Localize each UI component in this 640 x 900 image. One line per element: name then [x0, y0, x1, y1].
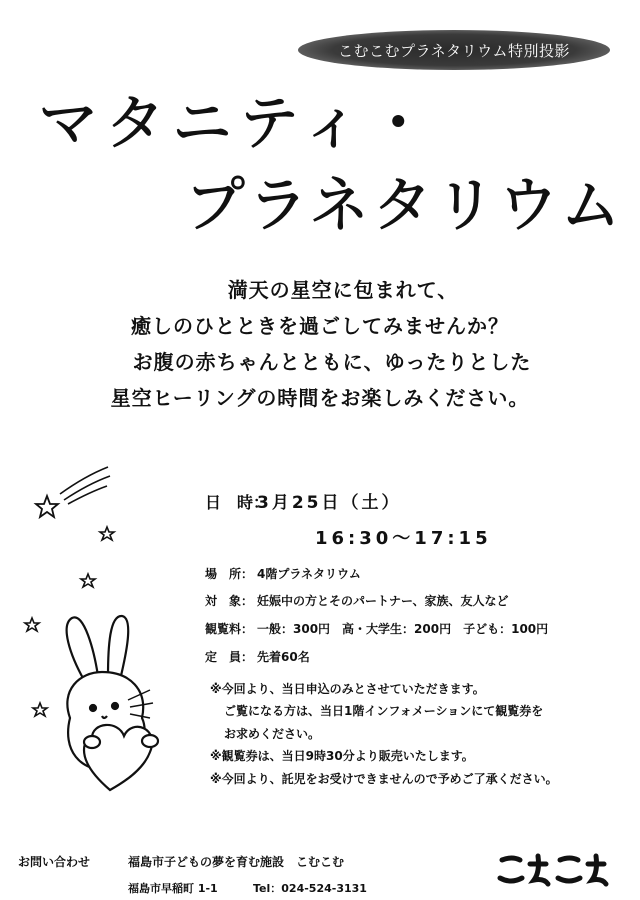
capacity-value: 先着60名 — [257, 650, 310, 664]
capacity-label: 定 員： — [205, 650, 254, 664]
note-line: お求めください。 — [224, 726, 321, 741]
star-icon — [33, 703, 47, 716]
komukomu-logo — [494, 848, 616, 890]
rabbit-icon — [67, 616, 158, 790]
notes — [210, 678, 558, 790]
address: 福島市早稲町 1-1 — [128, 882, 218, 895]
fee-row — [205, 620, 548, 637]
place-row — [205, 565, 361, 582]
capacity-row — [205, 648, 310, 665]
title-line-1: マタニティ・ — [38, 89, 436, 159]
star-icon — [25, 618, 39, 631]
shooting-star-icon — [36, 467, 110, 517]
contact-label: お問い合わせ — [18, 855, 91, 869]
place-value: 4階プラネタリウム — [257, 567, 361, 581]
note-line: ご覧になる方は、当日1階インフォメーションにて観覧券を — [224, 704, 544, 719]
note-line: ※観覧券は、当日9時30分より販売いたします。 — [210, 749, 474, 764]
note-line: ※今回より、当日申込のみとさせていただきます。 — [210, 682, 485, 696]
badge-label: こむこむプラネタリウム特別投影 — [338, 41, 570, 60]
intro-line-1: 満天の星空に包まれて、 — [227, 278, 459, 302]
star-icon — [81, 574, 95, 587]
fee-label: 観覧料： — [205, 622, 254, 636]
date-value: 3月25日（土） — [257, 493, 402, 513]
event-badge — [298, 30, 610, 70]
date-label: 日 時： — [205, 493, 270, 512]
title-line-2: プラネタリウム — [185, 171, 624, 241]
intro-line-3: お腹の赤ちゃんとともに、ゆったりとした — [132, 350, 532, 374]
fee-value: 一般：300円 高・大学生：200円 子ども：100円 — [257, 622, 549, 636]
target-value: 妊娠中の方とそのパートナー、家族、友人など — [257, 594, 509, 608]
rabbit-illustration — [0, 450, 210, 810]
note-line: ※今回より、託児をお受けできませんので予めご了承ください。 — [210, 771, 558, 786]
intro-line-2: 癒しのひとときを過ごしてみませんか？ — [131, 314, 509, 338]
organization-name: 福島市子どもの夢を育む施設 こむこむ — [128, 855, 345, 869]
intro-line-4: 星空ヒーリングの時間をお楽しみください。 — [110, 386, 530, 410]
target-label: 対 象： — [205, 594, 254, 608]
phone-number: Tel：024-524-3131 — [253, 882, 367, 895]
logo-label: こむこむ — [555, 889, 559, 890]
place-label: 場 所： — [205, 567, 254, 581]
date-row — [205, 488, 402, 513]
star-icon — [100, 527, 114, 540]
intro-text — [0, 272, 640, 416]
target-row — [205, 592, 509, 609]
time-value: 16:30〜17:15 — [315, 528, 492, 549]
